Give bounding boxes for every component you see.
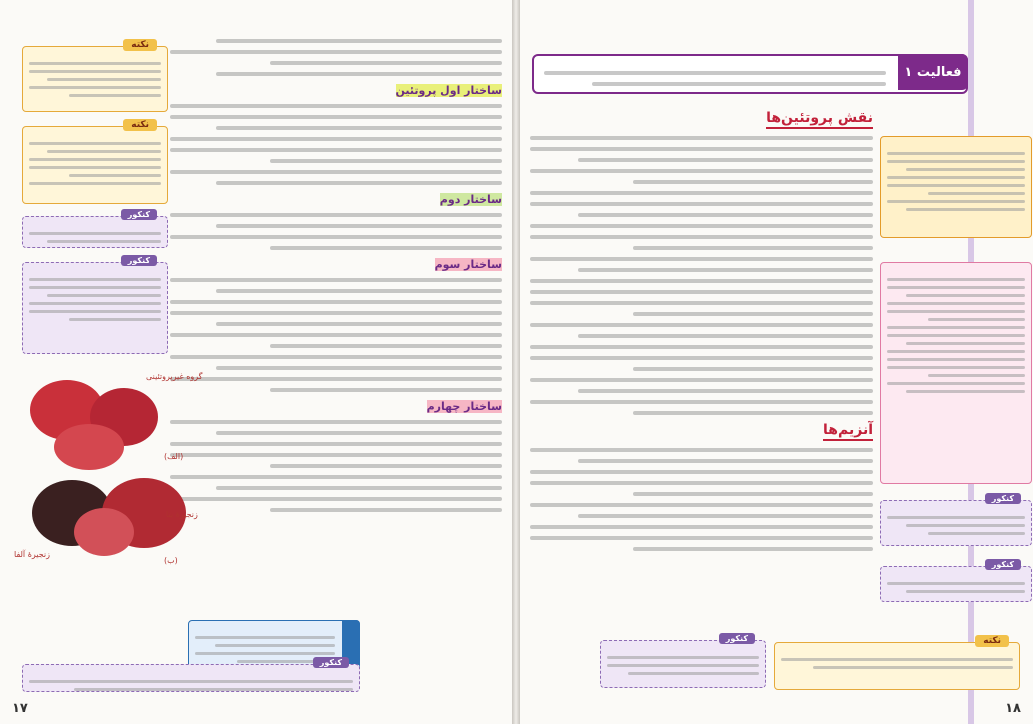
- heading-secondary-structure: ساختار دوم: [439, 193, 502, 206]
- right-notes-column: [880, 262, 1032, 484]
- book-gutter: [512, 0, 520, 724]
- right-konkur-box-bottom: [600, 634, 766, 688]
- activity-box: [532, 54, 968, 94]
- figure-label-group: گروه غیرپروتئینی: [146, 372, 203, 381]
- left-note-box-2: [22, 120, 168, 204]
- right-main-column: [530, 104, 873, 694]
- heading-protein-roles: نقش پروتئین‌ها: [530, 110, 873, 129]
- chain-blob: [54, 424, 124, 470]
- right-note-box: [774, 636, 1020, 690]
- note-title: نکته: [123, 39, 157, 51]
- right-page-number: ۱۸: [1005, 701, 1021, 716]
- chain-blob: [74, 508, 134, 556]
- konkur-title: کنکور: [719, 633, 755, 644]
- heading-primary-structure: ساختار اول پروتئین: [395, 84, 502, 97]
- left-page: [0, 0, 512, 724]
- left-top-banner: [8, 6, 504, 20]
- right-page: [520, 0, 1033, 724]
- figure-label-part-a: (الف): [164, 452, 184, 461]
- right-konkur-box-1: [880, 494, 1032, 546]
- left-main-column: [170, 32, 502, 694]
- konkur-title: کنکور: [985, 559, 1021, 570]
- note-title: نکته: [123, 119, 157, 131]
- figure-label-beta: زنجیرهٔ بتا: [166, 510, 198, 519]
- left-note-box-1: [22, 40, 168, 112]
- konkur-title: کنکور: [985, 493, 1021, 504]
- heading-tertiary-structure: ساختار سوم: [434, 258, 502, 271]
- konkur-title: کنکور: [121, 209, 157, 220]
- right-konkur-box-2: [880, 560, 1032, 602]
- figure-label-alpha: زنجیرهٔ آلفا: [14, 550, 50, 559]
- left-konkur-box-1: [22, 210, 168, 248]
- konkur-title: کنکور: [313, 657, 349, 668]
- hemoglobin-figure: [14, 360, 214, 570]
- left-konkur-box-2: [22, 256, 168, 354]
- right-top-banner: [528, 6, 1025, 20]
- heading-enzymes: آنزیم‌ها: [530, 422, 873, 441]
- activity-tab: فعالیت ۱: [898, 54, 968, 90]
- left-konkur-box-3: [22, 658, 360, 692]
- heading-quaternary-structure: ساختار چهارم: [426, 400, 502, 413]
- left-page-number: ۱۷: [12, 701, 28, 716]
- note-title: نکته: [975, 635, 1009, 647]
- figure-label-part-b: (ب): [164, 556, 178, 565]
- konkur-title: کنکور: [121, 255, 157, 266]
- right-list-box: [880, 136, 1032, 238]
